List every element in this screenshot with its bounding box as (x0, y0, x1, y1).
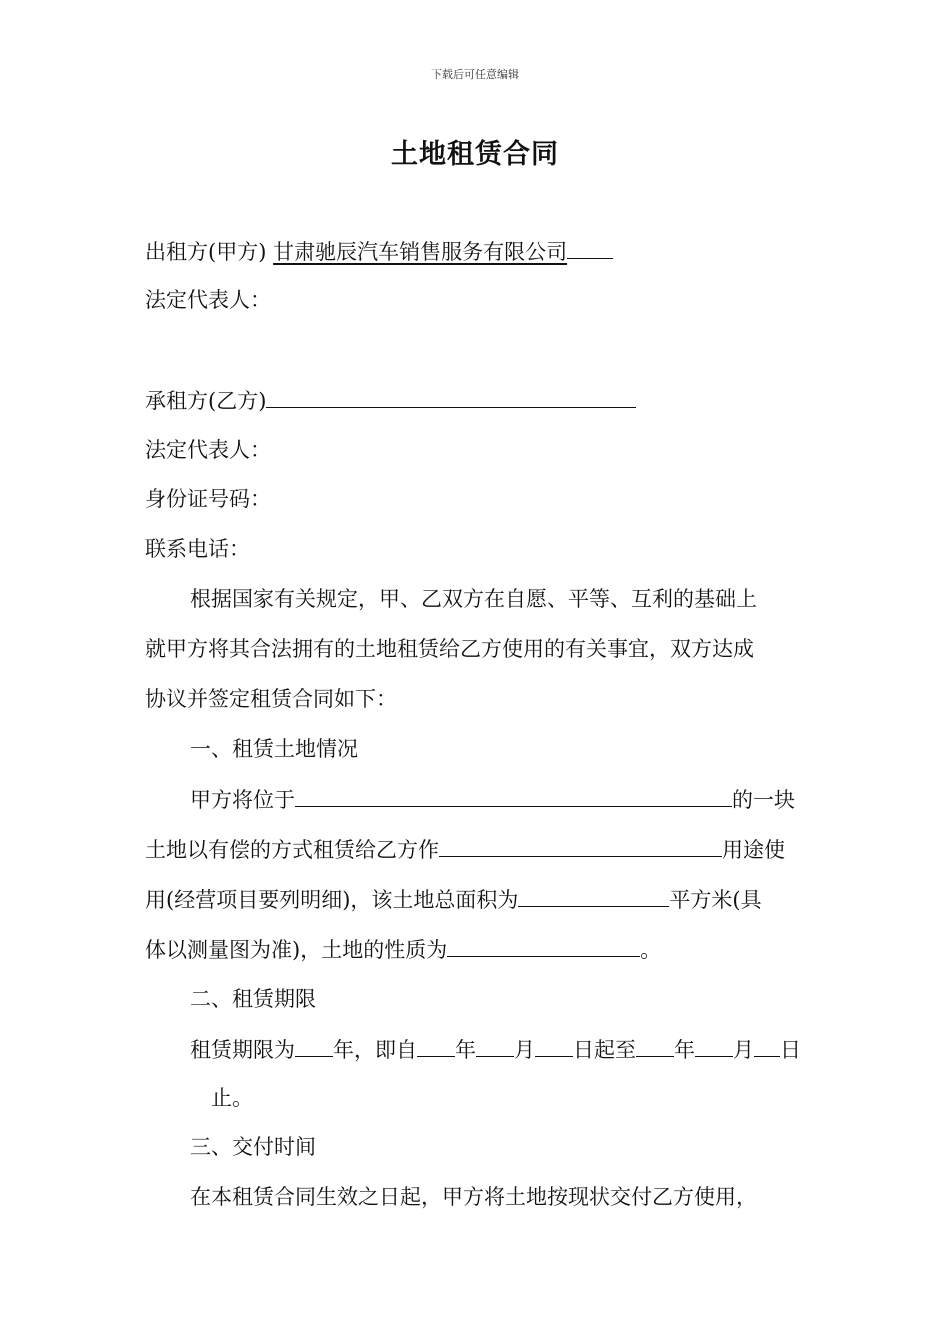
usage-label: 土地以有偿的方式租赁给乙方作 (145, 838, 439, 862)
section-2-title: 二、租赁期限 (190, 987, 316, 1011)
lessee-name-blank (266, 385, 636, 408)
section-2-line-1 (190, 1034, 801, 1065)
area-blank (518, 884, 669, 907)
end-month-blank (695, 1034, 733, 1057)
nature-blank (447, 934, 640, 957)
lessee-phone: 联系电话： (145, 537, 250, 561)
usage-suffix: 用途使 (722, 838, 785, 862)
area-suffix: 平方米(具 (669, 888, 762, 912)
start-year-blank (417, 1034, 455, 1057)
section-1-line-4 (145, 934, 661, 965)
end-year-blank (636, 1034, 674, 1057)
section-3-title: 三、交付时间 (190, 1135, 316, 1159)
lessor-legal-rep: 法定代表人： (145, 288, 271, 312)
section-1-line-2 (145, 834, 785, 865)
start-day-blank (535, 1034, 573, 1057)
lessee-id-number: 身份证号码： (145, 487, 271, 511)
end-year-label: 年 (674, 1038, 695, 1062)
header-note: 下载后可任意编辑 (431, 68, 519, 81)
usage-blank (439, 834, 722, 857)
intro-line-3: 协议并签定租赁合同如下： (145, 687, 397, 711)
lessor-trailing-blank (567, 236, 613, 259)
area-label: 用(经营项目要列明细)，该土地总面积为 (145, 888, 519, 912)
start-day-label: 日起至 (573, 1038, 636, 1062)
lessor-label: 出租方(甲方) (145, 240, 267, 264)
nature-suffix: 。 (640, 938, 662, 962)
lessee-label: 承租方(乙方) (145, 389, 267, 413)
section-1-title: 一、租赁土地情况 (190, 737, 358, 761)
term-from-label: 年，即自 (333, 1038, 417, 1062)
section-3-line-1: 在本租赁合同生效之日起，甲方将土地按现状交付乙方使用， (190, 1185, 757, 1209)
end-month-label: 月 (733, 1038, 754, 1062)
section-2-line-2: 止。 (211, 1086, 253, 1110)
nature-label: 体以测量图为准)，土地的性质为 (145, 938, 448, 962)
term-years-blank (295, 1034, 333, 1057)
end-day-label: 日 (780, 1038, 801, 1062)
lessor-name: 甘肃驰辰汽车销售服务有限公司 (273, 240, 568, 264)
start-month-blank (476, 1034, 514, 1057)
lessee-line (145, 385, 636, 416)
intro-line-2: 就甲方将其合法拥有的土地租赁给乙方使用的有关事宜，双方达成 (145, 637, 754, 661)
start-year-label: 年 (455, 1038, 476, 1062)
document-title: 土地租赁合同 (391, 139, 559, 170)
term-label: 租赁期限为 (190, 1038, 295, 1062)
lessor-line (145, 236, 613, 267)
location-label: 甲方将位于 (190, 788, 295, 812)
start-month-label: 月 (514, 1038, 535, 1062)
section-1-line-3 (145, 884, 762, 915)
end-day-blank (754, 1034, 780, 1057)
lessee-legal-rep: 法定代表人： (145, 438, 271, 462)
intro-line-1: 根据国家有关规定，甲、乙双方在自愿、平等、互利的基础上 (190, 587, 757, 611)
location-suffix: 的一块 (732, 788, 795, 812)
section-1-line-1 (190, 784, 795, 815)
location-blank (295, 784, 732, 807)
